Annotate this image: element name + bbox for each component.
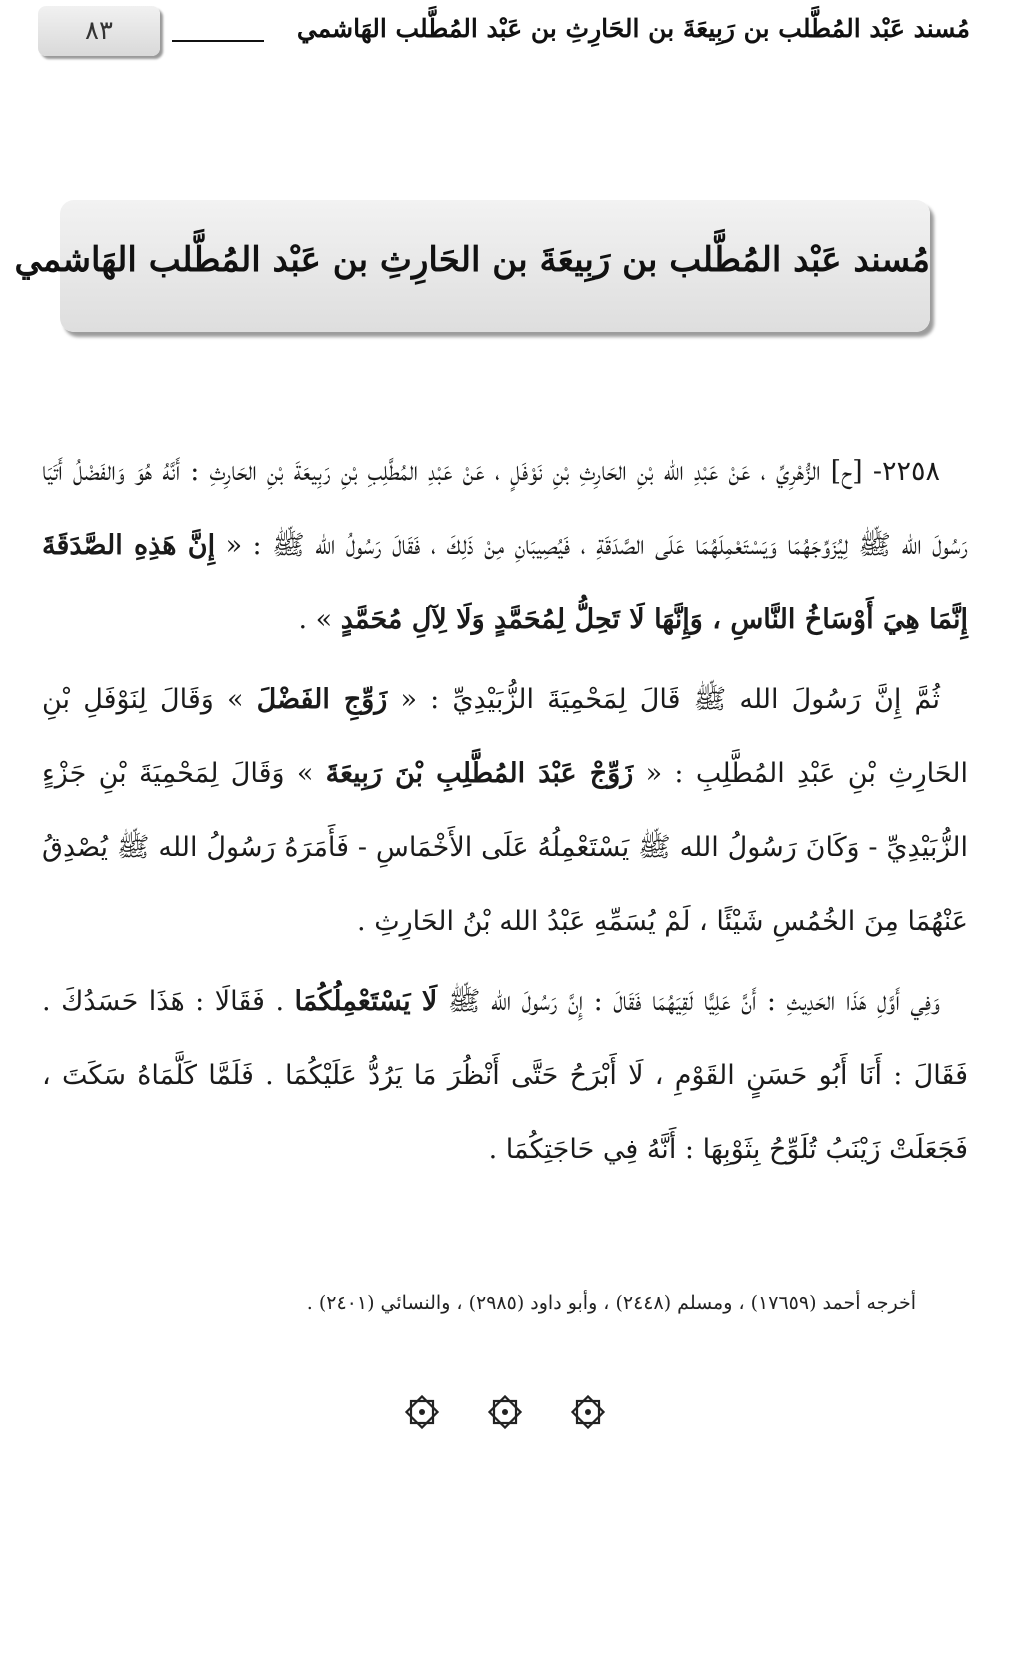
header-rule xyxy=(172,40,264,42)
paragraph-2-text-1: ثُمَّ إِنَّ رَسُولَ الله ﷺ قَالَ لِمَحْمِيَةَ الزُّبَيْدِيِّ : « xyxy=(387,684,940,715)
running-title: مُسند عَبْد المُطَّلب بن رَبِيعَةَ بن الحَارِثِ بن عَبْد المُطَّلب الهَاشمي xyxy=(296,14,970,43)
star-ornament-icon xyxy=(485,1392,525,1432)
page-number: ٨٣ xyxy=(38,6,160,56)
paragraph-2 xyxy=(42,663,968,959)
section-end-ornaments xyxy=(0,1392,1010,1432)
section-title: مُسند عَبْد المُطَّلب بن رَبِيعَةَ بن الحَارِثِ بن عَبْد المُطَّلب الهَاشمي xyxy=(14,240,930,280)
page-header xyxy=(0,0,1010,70)
paragraph-1-text-1: ٢٢٥٨- [ح] الزُّهْرِيِّ ، عَنْ عَبْدِ الله بْنِ الحَارِثِ بْنِ نَوْفَلٍ ، عَنْ عَبْدِ المُطَّلِبِ بْنِ رَبِيعَةَ بْنِ الحَارِثِ : أَنَّهُ هُوَ وَالفَضْلُ أَتَيَا رَسُولَ الله ﷺ لِيُزَوِّجَهُمَا وَيَسْتَعْمِلَهُمَا عَلَى الصَّدَقَةِ ، فَيُصِيبَانِ مِنْ ذَلِكَ ، فَقَالَ رَسُولُ الله ﷺ : « xyxy=(42,456,968,561)
takhrij-footnote: أخرجه أحمد (١٧٦٥٩) ، ومسلم (٢٤٤٨) ، وأبو داود (٢٩٨٥) ، والنسائي (٢٤٠١) . xyxy=(306,1292,916,1314)
paragraph-2-quote-2: زَوِّجْ عَبْدَ المُطَّلِبِ بْنَ رَبِيعَةَ xyxy=(325,758,634,789)
paragraph-1-text-2: » . xyxy=(298,604,341,635)
paragraph-2-text-2: » وَقَالَ لِنَوْفَلِ بْنِ الحَارِثِ بْنِ عَبْدِ المُطَّلِبِ : « xyxy=(42,684,968,789)
paragraph-1-quote-1: إِنَّ هَذِهِ الصَّدَقَةَ إِنَّمَا هِيَ أَوْسَاخُ النَّاسِ ، وَإِنَّهَا لَا تَحِلُّ لِمُحَمَّدٍ وَلَا لِآلِ مُحَمَّدٍ xyxy=(42,530,968,635)
paragraph-3-text-1: وَفِي أَوَّلِ هَذَا الحَدِيثِ : أَنَّ عَلِيًّا لَقِيَهُمَا فَقَالَ : إِنَّ رَسُولَ الله ﷺ xyxy=(437,986,941,1017)
paragraph-2-text-3: » وَقَالَ لِمَحْمِيَةَ بْنِ جَزْءٍ الزُّبَيْدِيِّ - وَكَانَ رَسُولُ الله ﷺ يَسْتَعْمِلُهُ عَلَى الأَخْمَاسِ - فَأَمَرَهُ رَسُولُ الله ﷺ يُصْدِقُ عَنْهُمَا مِنَ الخُمُسِ شَيْئًا ، لَمْ يُسَمِّهِ عَبْدُ الله بْنُ الحَارِثِ . xyxy=(42,758,968,937)
paragraph-3-text-2: . فَقَالَا : هَذَا حَسَدُكَ . فَقَالَ : أَنَا أَبُو حَسَنٍ القَوْمِ ، لَا أَبْرَحُ حَتَّى أَنْظُرَ مَا يَرُدُّ عَلَيْكُمَا . فَلَمَّا كَلَّمَاهُ سَكَتَ ، فَجَعَلَتْ زَيْنَبُ تُلَوِّحُ بِثَوْبِهَا : أَنَّهُ فِي حَاجَتِكُمَا . xyxy=(42,986,968,1165)
section-title-box xyxy=(14,200,930,332)
star-ornament-icon xyxy=(568,1392,608,1432)
hadith-body xyxy=(42,435,968,1193)
star-ornament-icon xyxy=(402,1392,442,1432)
paragraph-2-quote-1: زَوِّجِ الفَضْلَ xyxy=(256,684,388,715)
paragraph-1 xyxy=(42,435,968,657)
paragraph-3 xyxy=(42,965,968,1187)
paragraph-3-quote-1: لَا يَسْتَعْمِلُكُمَا xyxy=(294,986,438,1017)
